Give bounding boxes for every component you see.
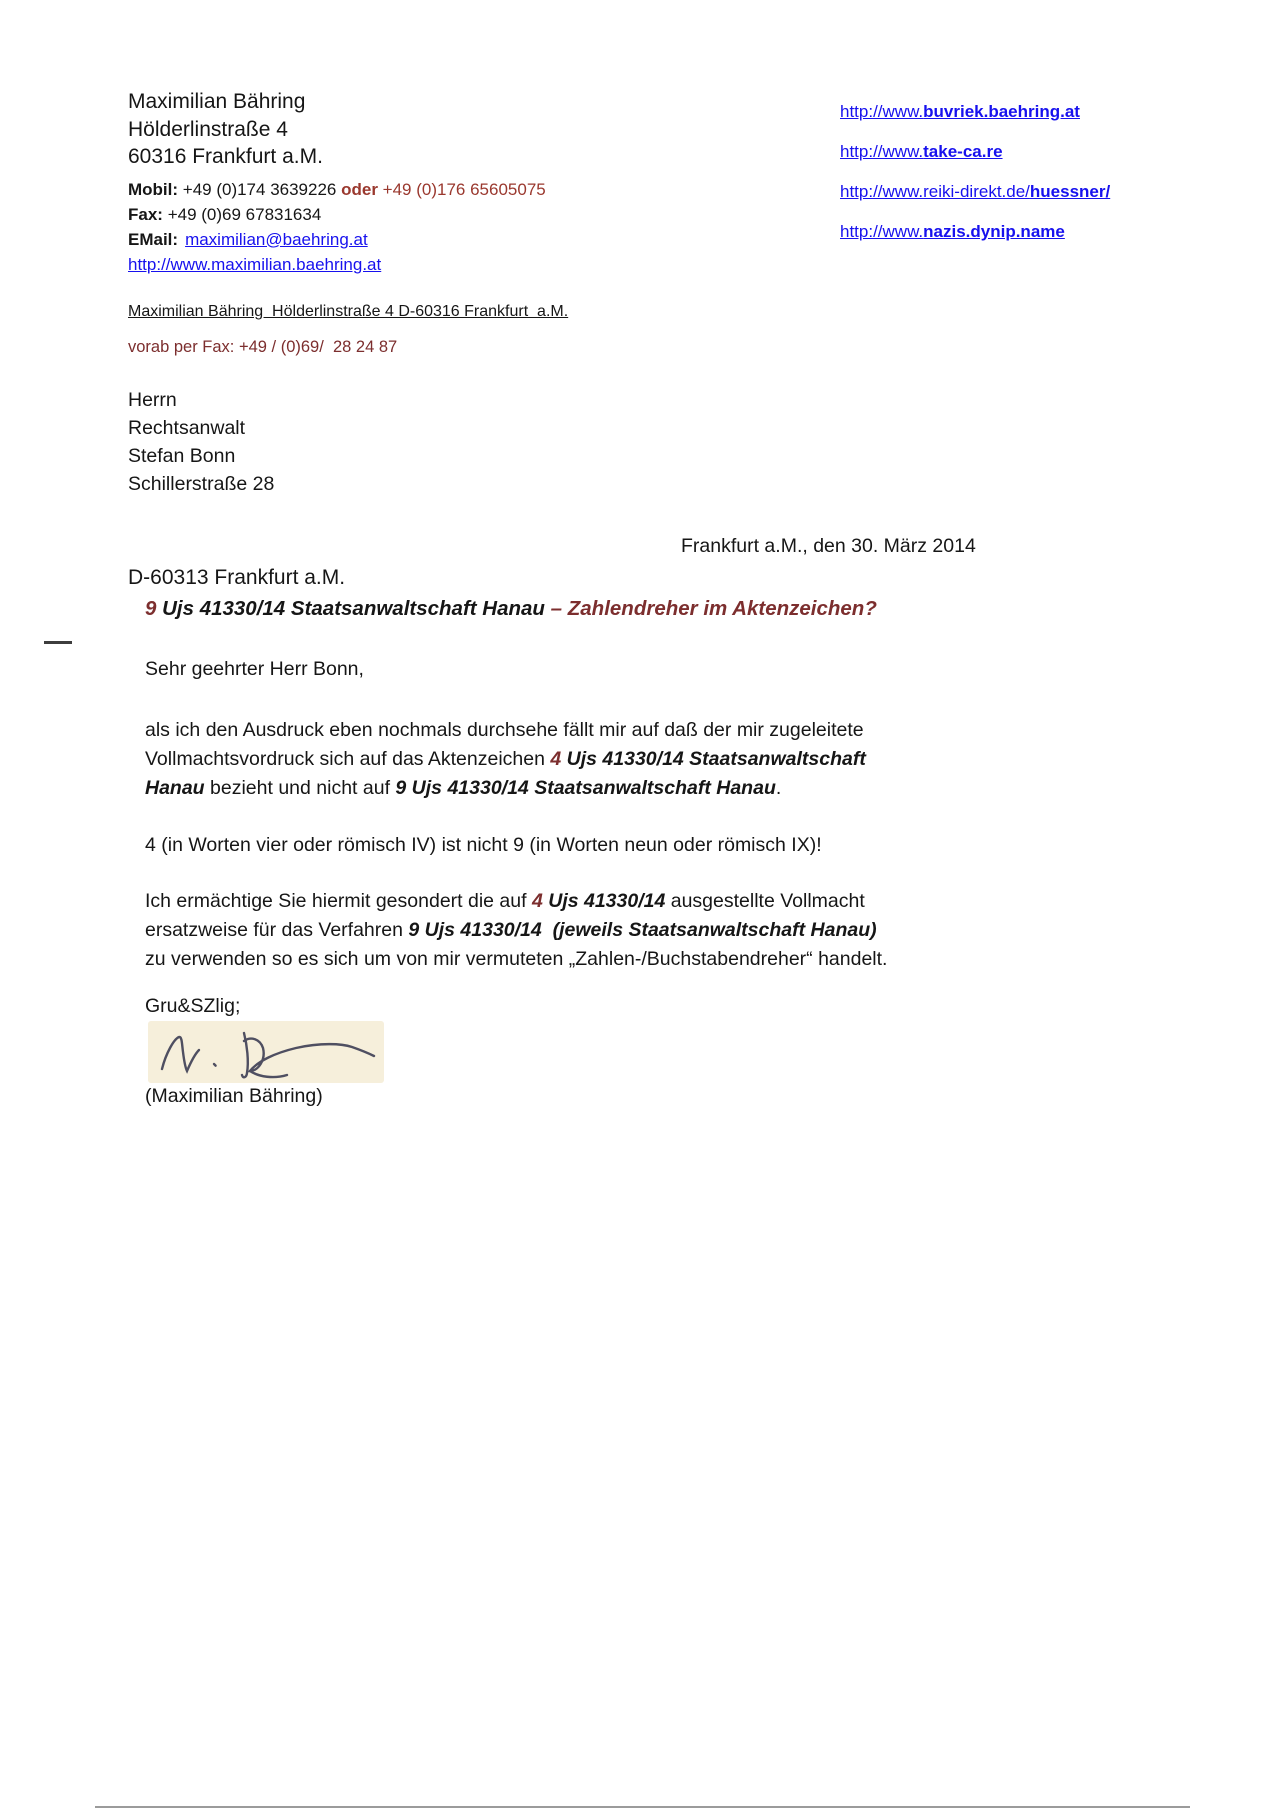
text-segment: zu verwenden so es sich um von mir vermuteten „Zahlen-/Buchstabendreher“ handelt. xyxy=(145,948,888,970)
recipient-city: D-60313 Frankfurt a.M. xyxy=(128,566,346,589)
text-segment: Ujs 41330/14 Staatsanwaltschaft Hanau xyxy=(162,597,551,620)
text-segment: ausgestellte Vollmacht xyxy=(665,890,865,912)
email-link[interactable]: maximilian@baehring.at xyxy=(185,229,368,249)
text-segment: Vollmachtsvordruck sich auf das Aktenzeichen xyxy=(145,748,551,770)
recipient-block xyxy=(128,386,274,498)
website-line xyxy=(128,252,546,277)
text-segment: 9 Ujs 41330/14 Staatsanwaltschaft Hanau xyxy=(395,777,776,799)
body-paragraph-1 xyxy=(145,716,866,803)
text-segment: . xyxy=(775,777,782,799)
letterhead-name: Maximilian Bähring xyxy=(128,90,306,113)
fax-line xyxy=(128,202,546,227)
signature-strokes xyxy=(148,1021,384,1083)
weblink-take-ca-re[interactable] xyxy=(840,141,1110,162)
case-number-highlight: 4 xyxy=(550,748,562,770)
body-paragraph-2 xyxy=(145,831,822,860)
signature-name: (Maximilian Bähring) xyxy=(145,1085,323,1107)
recipient-street: Schillerstraße 28 xyxy=(128,473,275,495)
recipient-title: Rechtsanwalt xyxy=(128,417,246,439)
email-line xyxy=(128,227,546,252)
mobil-number-1: +49 (0)174 3639226 xyxy=(178,179,342,199)
text-line xyxy=(145,916,887,945)
case-number-highlight: – Zahlendreher im Aktenzeichen? xyxy=(550,597,877,620)
weblink-reiki-direkt[interactable] xyxy=(840,181,1110,202)
weblink-domain: huessner/ xyxy=(1029,182,1111,201)
text-line xyxy=(145,774,866,803)
text-segment: Ujs 41330/14 xyxy=(542,890,666,912)
weblink-protocol: http://www. xyxy=(840,222,924,241)
text-segment: 9 Ujs 41330/14 (jeweils Staatsanwaltschaft Hanau) xyxy=(408,919,877,941)
text-segment: ersatzweise für das Verfahren xyxy=(145,919,409,941)
text-line xyxy=(145,597,877,621)
signature-image xyxy=(148,1021,384,1083)
mobil-number-2: +49 (0)176 65605075 xyxy=(377,179,546,199)
weblink-protocol: http://www. xyxy=(840,142,924,161)
text-line xyxy=(145,831,822,860)
case-number-highlight: 4 xyxy=(531,890,543,912)
letterhead xyxy=(128,88,546,277)
text-segment: 4 (in Worten vier oder römisch IV) ist nicht 9 (in Worten neun oder römisch IX)! xyxy=(145,834,822,856)
recipient-salutation: Herrn xyxy=(128,389,177,411)
text-segment: als ich den Ausdruck eben nochmals durchsehe fällt mir auf daß der mir zugeleitete xyxy=(145,719,864,741)
weblink-domain: buvriek.baehring.at xyxy=(923,102,1080,121)
text-segment: Hanau xyxy=(145,777,205,799)
text-line xyxy=(145,716,866,745)
text-line xyxy=(145,945,887,974)
mobil-line xyxy=(128,177,546,202)
scan-edge-line xyxy=(95,1806,1190,1808)
fax-label: Fax: xyxy=(128,204,163,224)
weblink-nazis-dynip[interactable] xyxy=(840,221,1110,242)
return-address-line: Maximilian Bähring Hölderlinstraße 4 D-60316 Frankfurt a.M. xyxy=(128,303,569,320)
weblink-list xyxy=(840,101,1110,261)
text-segment: Ich ermächtige Sie hiermit gesondert die auf xyxy=(145,890,532,912)
mobil-label: Mobil: xyxy=(128,179,179,199)
text-line xyxy=(145,745,866,774)
fax-number: +49 (0)69 67831634 xyxy=(162,204,322,224)
fax-advance-line: vorab per Fax: +49 / (0)69/ 28 24 87 xyxy=(128,338,398,356)
salutation: Sehr geehrter Herr Bonn, xyxy=(145,658,364,680)
weblink-protocol: http://www. xyxy=(840,102,924,121)
letterhead-street: Hölderlinstraße 4 xyxy=(128,117,288,141)
weblink-protocol: http://www.reiki-direkt.de/ xyxy=(840,182,1030,201)
weblink-domain: take-ca.re xyxy=(923,142,1003,161)
weblink-buvriek[interactable] xyxy=(840,101,1110,122)
letterhead-city: 60316 Frankfurt a.M. xyxy=(128,145,323,168)
case-number-highlight: 9 xyxy=(145,597,163,620)
closing-greeting: Gru&SZlig; xyxy=(145,995,241,1017)
fold-mark xyxy=(44,641,72,644)
email-label: EMail: xyxy=(128,229,179,249)
text-line xyxy=(145,887,887,916)
mobil-conjunction: oder xyxy=(341,179,378,199)
subject-line xyxy=(145,597,877,621)
text-segment: bezieht und nicht auf xyxy=(204,777,396,799)
website-link[interactable]: http://www.maximilian.baehring.at xyxy=(128,254,382,274)
weblink-domain: nazis.dynip.name xyxy=(923,222,1065,241)
recipient-name: Stefan Bonn xyxy=(128,445,236,467)
date-line: Frankfurt a.M., den 30. März 2014 xyxy=(681,535,976,557)
body-paragraph-3 xyxy=(145,887,887,974)
text-segment: Ujs 41330/14 Staatsanwaltschaft xyxy=(561,748,866,770)
